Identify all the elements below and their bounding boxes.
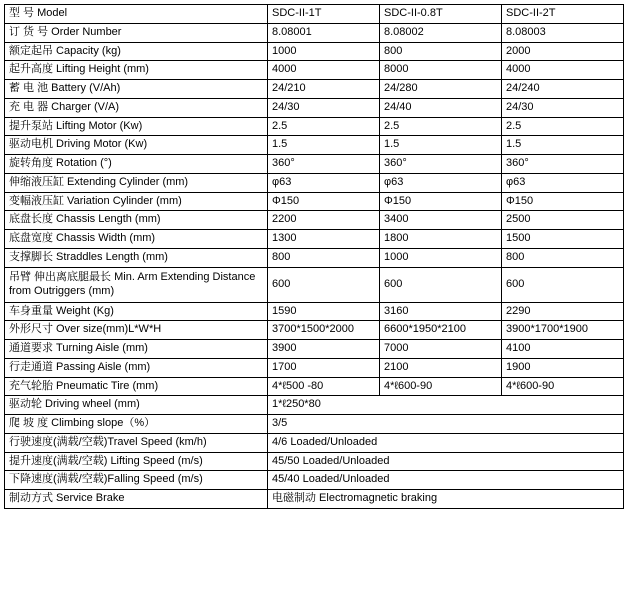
table-row [5, 98, 624, 117]
parameter-label-cell: 外形尺寸 Over size(mm)L*W*H [5, 321, 268, 340]
value-cell: 2200 [268, 211, 380, 230]
parameter-label-cell: 提升速度(满载/空载) Lifting Speed (m/s) [5, 452, 268, 471]
parameter-label-cell: 起升高度 Lifting Height (mm) [5, 61, 268, 80]
parameter-label-cell: 底盘长度 Chassis Length (mm) [5, 211, 268, 230]
value-cell: 24/210 [268, 80, 380, 99]
table-row [5, 302, 624, 321]
parameter-label-cell: 驱动电机 Driving Motor (Kw) [5, 136, 268, 155]
table-row [5, 340, 624, 359]
table-row [5, 5, 624, 24]
parameter-label-cell: 行走通道 Passing Aisle (mm) [5, 358, 268, 377]
value-cell: 360° [502, 155, 624, 174]
value-cell: Φ150 [380, 192, 502, 211]
value-cell: 3160 [380, 302, 502, 321]
value-cell: 4*ℓ600-90 [502, 377, 624, 396]
parameter-label-cell: 旋转角度 Rotation (°) [5, 155, 268, 174]
value-cell: φ63 [502, 173, 624, 192]
value-cell: 1.5 [502, 136, 624, 155]
value-cell: 2290 [502, 302, 624, 321]
parameter-label-cell: 蓄 电 池 Battery (V/Ah) [5, 80, 268, 99]
value-cell: 4*ℓ600-90 [380, 377, 502, 396]
value-cell: 1900 [502, 358, 624, 377]
parameter-label-cell: 充气轮胎 Pneumatic Tire (mm) [5, 377, 268, 396]
value-cell-merged: 1*ℓ250*80 [268, 396, 624, 415]
table-row [5, 230, 624, 249]
value-cell: 2000 [502, 42, 624, 61]
parameter-label-cell: 伸缩液压缸 Extending Cylinder (mm) [5, 173, 268, 192]
table-row [5, 61, 624, 80]
parameter-label-cell: 爬 坡 度 Climbing slope（%） [5, 415, 268, 434]
value-cell: 1000 [380, 248, 502, 267]
specification-table [4, 4, 624, 509]
table-row [5, 23, 624, 42]
value-cell: 4000 [502, 61, 624, 80]
table-row [5, 267, 624, 302]
parameter-label-cell: 充 电 器 Charger (V/A) [5, 98, 268, 117]
value-cell-merged: 45/40 Loaded/Unloaded [268, 471, 624, 490]
table-row [5, 396, 624, 415]
value-cell: 8000 [380, 61, 502, 80]
value-cell: SDC-II-2T [502, 5, 624, 24]
value-cell: 800 [502, 248, 624, 267]
table-row [5, 155, 624, 174]
table-row [5, 452, 624, 471]
parameter-label-cell: 吊臂 伸出离底腿最长 Min. Arm Extending Distance from Outriggers (mm) [5, 267, 268, 302]
value-cell: 7000 [380, 340, 502, 359]
table-row [5, 358, 624, 377]
parameter-label-cell: 下降速度(满载/空载)Falling Speed (m/s) [5, 471, 268, 490]
value-cell: 24/240 [502, 80, 624, 99]
value-cell-merged: 电磁制动 Electromagnetic braking [268, 490, 624, 509]
value-cell: SDC-II-1T [268, 5, 380, 24]
value-cell: 3900*1700*1900 [502, 321, 624, 340]
parameter-label-cell: 底盘宽度 Chassis Width (mm) [5, 230, 268, 249]
table-row [5, 136, 624, 155]
value-cell: 2.5 [380, 117, 502, 136]
value-cell: 1.5 [268, 136, 380, 155]
value-cell: 4*ℓ500 -80 [268, 377, 380, 396]
value-cell: 800 [380, 42, 502, 61]
table-row [5, 471, 624, 490]
table-row [5, 415, 624, 434]
value-cell: φ63 [268, 173, 380, 192]
value-cell: 4100 [502, 340, 624, 359]
value-cell: 360° [380, 155, 502, 174]
table-row [5, 117, 624, 136]
table-row [5, 80, 624, 99]
table-row [5, 211, 624, 230]
parameter-label-cell: 型 号 Model [5, 5, 268, 24]
value-cell: 24/30 [268, 98, 380, 117]
value-cell-merged: 4/6 Loaded/Unloaded [268, 433, 624, 452]
value-cell: Φ150 [502, 192, 624, 211]
value-cell: 2.5 [502, 117, 624, 136]
value-cell: SDC-II-0.8T [380, 5, 502, 24]
value-cell: 8.08001 [268, 23, 380, 42]
value-cell-merged: 3/5 [268, 415, 624, 434]
table-row [5, 321, 624, 340]
value-cell: 24/40 [380, 98, 502, 117]
value-cell: 8.08003 [502, 23, 624, 42]
value-cell: φ63 [380, 173, 502, 192]
value-cell: 360° [268, 155, 380, 174]
value-cell: 600 [502, 267, 624, 302]
table-row [5, 248, 624, 267]
value-cell: 600 [380, 267, 502, 302]
value-cell-merged: 45/50 Loaded/Unloaded [268, 452, 624, 471]
value-cell: 1300 [268, 230, 380, 249]
value-cell: 3900 [268, 340, 380, 359]
value-cell: 600 [268, 267, 380, 302]
parameter-label-cell: 支撑脚长 Straddles Length (mm) [5, 248, 268, 267]
value-cell: 1800 [380, 230, 502, 249]
value-cell: 6600*1950*2100 [380, 321, 502, 340]
parameter-label-cell: 制动方式 Service Brake [5, 490, 268, 509]
table-row [5, 173, 624, 192]
parameter-label-cell: 通道要求 Turning Aisle (mm) [5, 340, 268, 359]
table-row [5, 377, 624, 396]
parameter-label-cell: 提升泵站 Lifting Motor (Kw) [5, 117, 268, 136]
parameter-label-cell: 行驶速度(满载/空载)Travel Speed (km/h) [5, 433, 268, 452]
value-cell: 1000 [268, 42, 380, 61]
parameter-label-cell: 变幅液压缸 Variation Cylinder (mm) [5, 192, 268, 211]
parameter-label-cell: 订 货 号 Order Number [5, 23, 268, 42]
table-row [5, 433, 624, 452]
value-cell: 3700*1500*2000 [268, 321, 380, 340]
parameter-label-cell: 车身重量 Weight (Kg) [5, 302, 268, 321]
parameter-label-cell: 驱动轮 Driving wheel (mm) [5, 396, 268, 415]
value-cell: 1590 [268, 302, 380, 321]
parameter-label-cell: 额定起吊 Capacity (kg) [5, 42, 268, 61]
value-cell: 3400 [380, 211, 502, 230]
value-cell: 24/30 [502, 98, 624, 117]
value-cell: 1700 [268, 358, 380, 377]
value-cell: 2100 [380, 358, 502, 377]
value-cell: 1.5 [380, 136, 502, 155]
value-cell: 4000 [268, 61, 380, 80]
table-row [5, 192, 624, 211]
table-row [5, 490, 624, 509]
value-cell: 24/280 [380, 80, 502, 99]
value-cell: 2.5 [268, 117, 380, 136]
value-cell: 8.08002 [380, 23, 502, 42]
value-cell: 800 [268, 248, 380, 267]
value-cell: 2500 [502, 211, 624, 230]
value-cell: 1500 [502, 230, 624, 249]
table-row [5, 42, 624, 61]
value-cell: Φ150 [268, 192, 380, 211]
specification-table-body [5, 5, 624, 509]
